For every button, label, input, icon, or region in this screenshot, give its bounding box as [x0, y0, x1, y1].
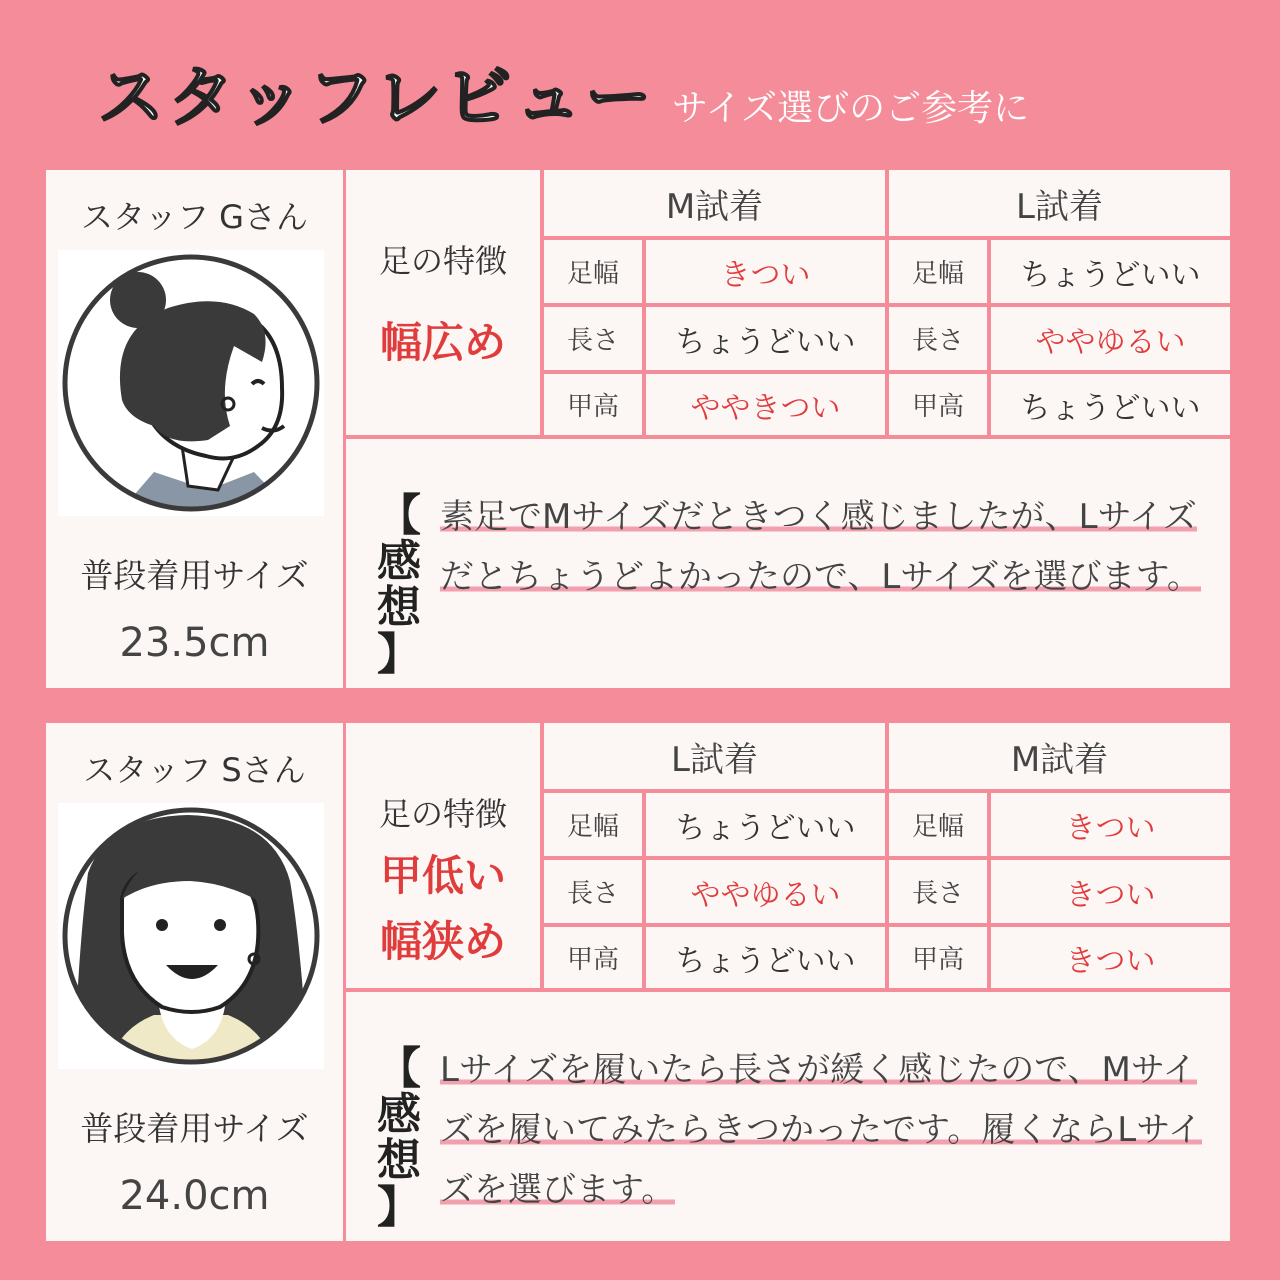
comment-box [346, 992, 1230, 1241]
trial-header: L試着 [544, 723, 885, 789]
avatar [58, 250, 324, 516]
trial-header: L試着 [889, 170, 1230, 236]
staff-profile [46, 723, 343, 1241]
staff-avatar-illustration [58, 250, 324, 516]
usual-size-label: 普段着用サイズ [80, 1109, 309, 1148]
trial-row-label: 足幅 [544, 240, 642, 303]
usual-size-label: 普段着用サイズ [80, 556, 309, 595]
feature-value: 幅広め [379, 318, 506, 367]
feature-value: 幅狭め [379, 917, 506, 966]
trial-row-label: 長さ [544, 860, 642, 923]
staff-profile [46, 170, 343, 688]
page-subtitle: サイズ選びのご参考に [672, 88, 1030, 129]
trial-row-label: 甲高 [889, 927, 987, 988]
trial-header: M試着 [544, 170, 885, 236]
review-card [46, 170, 1230, 688]
page-title: スタッフレビュー [98, 59, 656, 136]
trial-row-label: 足幅 [544, 793, 642, 856]
trial-row-value: ちょうどいい [646, 307, 885, 370]
trial-row-value: きつい [991, 793, 1230, 856]
trial-row-label: 甲高 [889, 374, 987, 435]
trial-header: M試着 [889, 723, 1230, 789]
trial-row-value: ややきつい [646, 374, 885, 435]
trial-row-label: 甲高 [544, 374, 642, 435]
staff-name: スタッフ Sさん [83, 751, 306, 789]
feature-label: 足の特徴 [378, 242, 507, 280]
trial-row-label: 長さ [889, 860, 987, 923]
trial-row-value: ちょうどいい [646, 793, 885, 856]
trial-row-value: ちょうどいい [646, 927, 885, 988]
feature-value: 甲低い [379, 851, 506, 900]
trial-row-value: ややゆるい [991, 307, 1230, 370]
trial-row-value: きつい [991, 860, 1230, 923]
trial-row-value: ちょうどいい [991, 374, 1230, 435]
comment-text: 素足でMサイズだときつく感じましたが、Lサイズだとちょうどよかったので、Lサイズを選びます。 [440, 497, 1201, 597]
usual-size-value: 24.0cm [119, 1173, 270, 1219]
usual-size-value: 23.5cm [119, 620, 270, 666]
trial-row-label: 長さ [544, 307, 642, 370]
comment-text: Lサイズを履いたら長さが緩く感じたので、Mサイズを履いてみたらきつかったです。履くならLサイズを選びます。 [440, 1050, 1202, 1210]
foot-features [346, 723, 540, 988]
staff-name: スタッフ Gさん [81, 198, 308, 236]
staff-avatar-illustration [58, 803, 324, 1069]
comment-label: 【 感 想 】 [377, 1043, 421, 1233]
feature-label: 足の特徴 [378, 795, 507, 833]
trial-row-label: 足幅 [889, 793, 987, 856]
trial-row-value: きつい [991, 927, 1230, 988]
trial-row-value: きつい [646, 240, 885, 303]
trial-row-label: 甲高 [544, 927, 642, 988]
trial-row-label: 長さ [889, 307, 987, 370]
comment-box [346, 439, 1230, 688]
trial-row-value: ややゆるい [646, 860, 885, 923]
comment-label: 【 感 想 】 [377, 490, 421, 680]
trial-row-value: ちょうどいい [991, 240, 1230, 303]
avatar [58, 803, 324, 1069]
trial-row-label: 足幅 [889, 240, 987, 303]
review-card [46, 723, 1230, 1241]
foot-features [346, 170, 540, 435]
